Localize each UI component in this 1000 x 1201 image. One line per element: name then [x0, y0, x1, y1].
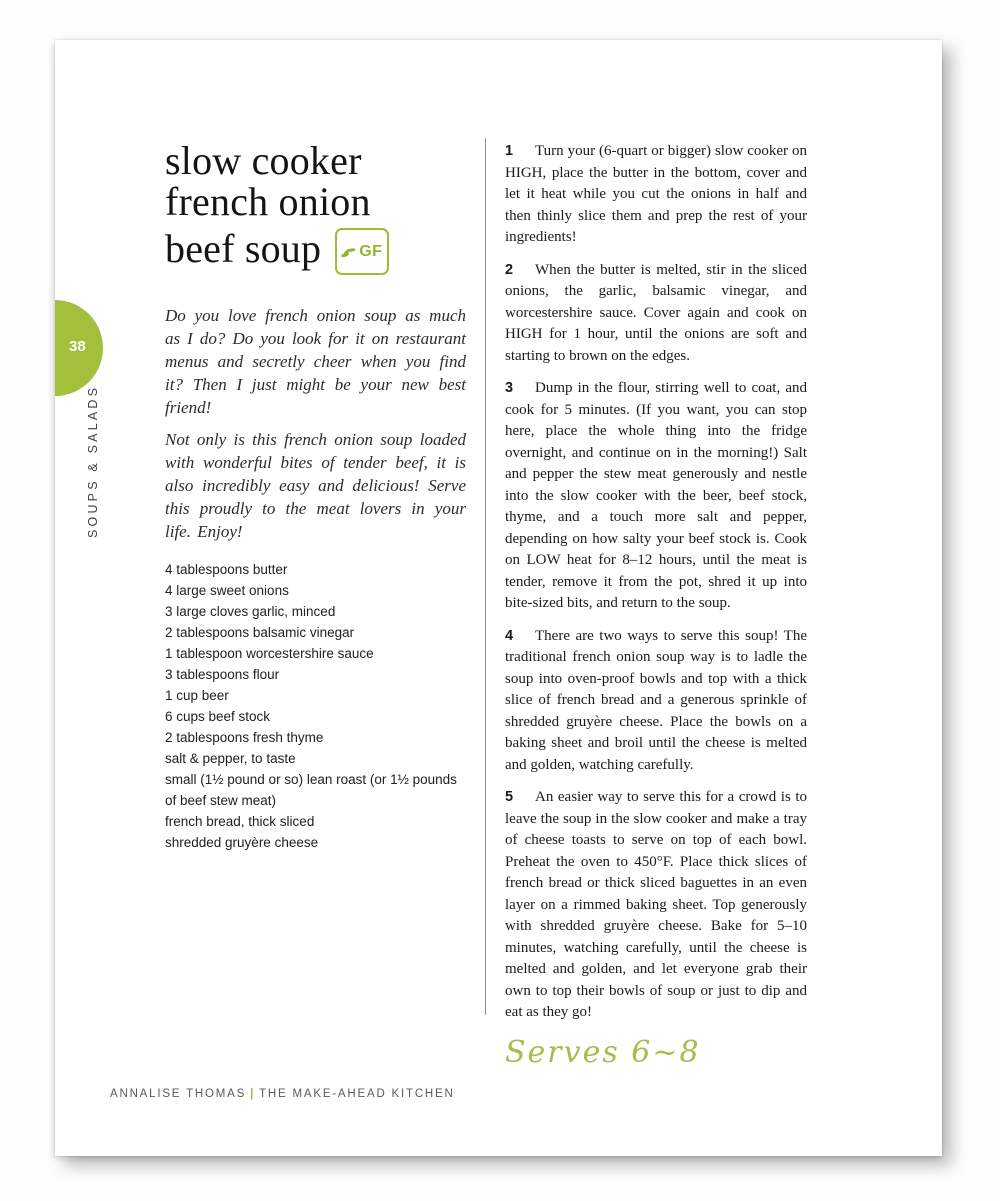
recipe-instructions-column [505, 141, 807, 1070]
ingredient-item: 4 large sweet onions [165, 583, 289, 598]
step-number: 1 [505, 143, 514, 159]
footer-author: ANNALISE THOMAS [110, 1088, 247, 1100]
ingredient-item: french bread, thick sliced [165, 814, 315, 829]
footer-separator: | [250, 1088, 256, 1100]
ingredient-item: 1 cup beer [165, 688, 229, 703]
ingredient-item: salt & pepper, to taste [165, 751, 296, 766]
recipe-title [165, 140, 466, 275]
leaf-icon [341, 246, 357, 258]
instruction-step-4 [505, 626, 807, 777]
title-line-1: slow cooker [165, 138, 362, 183]
step-text: An easier way to serve this for a crowd is to leave the soup in the slow cooker and make a tray of cheese toasts to serve on top of each bowl. Preheat the oven to 450°F. Place thick slices of french bread or thick sliced baguettes in an even layer on a rimmed baking sheet. Top generously with shredded gruyère cheese. Bake for 5–10 minutes, watching carefully, until the cheese is melted and golden, and let everyone grab their own to top their bowls of soup or just to dip and eat as they go! [505, 789, 807, 1020]
step-number: 5 [505, 789, 514, 805]
title-line-3 [165, 222, 466, 275]
page-number-tab [55, 300, 103, 396]
title-line-2: french onion [165, 179, 371, 224]
intro-paragraph-1: Do you love french onion soup as much as I do? Do you look for it on restaurant menus and secretly cheer when you find it? Then I just might be your new best friend! [165, 306, 466, 417]
instruction-step-2 [505, 260, 807, 368]
footer-book-title: THE MAKE-AHEAD KITCHEN [259, 1088, 455, 1100]
ingredient-item: 3 tablespoons flour [165, 667, 280, 682]
step-text: Turn your (6-quart or bigger) slow cooker on HIGH, place the butter in the bottom, cover and let it heat while you cut the onions in half and then thinly slice them and prep the rest of your ingredients! [505, 143, 807, 245]
page-footer [110, 1088, 455, 1100]
ingredient-item: 4 tablespoons butter [165, 562, 288, 577]
step-text: Dump in the flour, stirring well to coat, and cook for 5 minutes. (If you want, you can stop here, place the whole thing into the fridge overnight, and continue on in the morning!) Salt and pepper the stew meat generously and nestle into the slow cooker with the beer, beef stock, thyme, and a touch more salt and pepper, depending on how salty your beef stock is. Cook on LOW heat for 8–12 hours, until the meat is tender, remove it from the pot, shred it up into bite-sized bits, and return to the soup. [505, 380, 807, 611]
ingredient-item: 6 cups beef stock [165, 709, 271, 724]
ingredient-item: small (1½ pound or so) lean roast (or 1½ pounds of beef stew meat) [165, 772, 457, 808]
step-number: 3 [505, 380, 514, 396]
ingredient-item: 2 tablespoons balsamic vinegar [165, 625, 355, 640]
section-label: SOUPS & SALADS [86, 384, 100, 538]
ingredient-item: 1 tablespoon worcestershire sauce [165, 646, 374, 661]
cookbook-page [55, 40, 942, 1156]
step-number: 4 [505, 627, 514, 644]
ingredient-list [165, 559, 466, 853]
page-number: 38 [69, 338, 86, 355]
ingredient-item: shredded gruyère cheese [165, 835, 319, 850]
intro-paragraph-2: Not only is this french onion soup loaded with wonderful bites of tender beef, it is also incredibly easy and delicious! Serve this proudly to the meat lovers in your life. Enjoy! [165, 430, 466, 541]
gf-badge-label: GF [359, 243, 383, 260]
column-divider [485, 138, 486, 1015]
gluten-free-badge [335, 228, 389, 275]
step-text: There are two ways to serve this soup! The traditional french onion soup way is to ladle the soup into oven-proof bowls and top with a thick slice of french bread and a generous sprinkle of shredded gruyère cheese. Place the bowls on a baking sheet and broil until the cheese is melted and golden, watching carefully. [505, 627, 807, 773]
recipe-left-column [165, 140, 466, 853]
instruction-step-3 [505, 378, 807, 615]
ingredient-item: 2 tablespoons fresh thyme [165, 730, 324, 745]
ingredient-item: 3 large cloves garlic, minced [165, 604, 336, 619]
step-text: When the butter is melted, stir in the sliced onions, the garlic, balsamic vinegar, and worcestershire sauce. Cover again and cook on HIGH for 1 hour, until the onions are soft and starting to brown on the edges. [505, 261, 807, 364]
title-line-3-text: beef soup [165, 226, 322, 271]
instruction-step-5 [505, 787, 807, 1024]
step-number: 2 [505, 261, 514, 278]
serves-note: Serves 6~8 [505, 1034, 701, 1070]
instruction-step-1 [505, 141, 807, 249]
recipe-intro [165, 304, 466, 543]
